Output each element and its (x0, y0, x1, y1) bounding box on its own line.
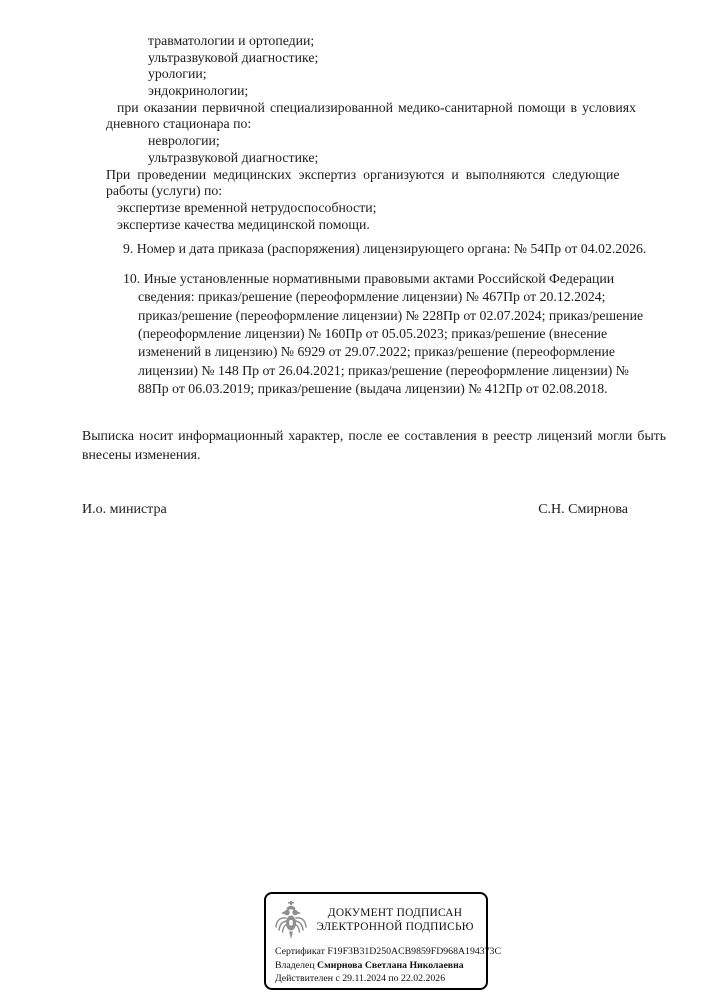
document-line: 88Пр от 06.03.2019; приказ/решение (выдача лицензии) № 412Пр от 02.08.2018. (138, 381, 608, 397)
signatory-position: И.о. министра (82, 502, 167, 517)
document-line: эндокринологии; (148, 83, 249, 99)
owner-label: Владелец (275, 959, 315, 971)
certificate-value: F19F3B31D250ACB9859FD968A194373C (327, 946, 501, 957)
stamp-header (275, 901, 476, 941)
stamp-validity-row: Действителен с 29.11.2024 по 22.02.2026 (275, 973, 446, 985)
document-line: (переоформление лицензии) № 160Пр от 05.05.2023; приказ/решение (внесение (138, 326, 608, 342)
document-line: травматологии и ортопедии; (148, 33, 315, 48)
document-line: изменений в лицензию) № 6929 от 29.07.2022; приказ/решение (переоформление (138, 344, 615, 360)
document-line: приказ/решение (переоформление лицензии) № 228Пр от 02.07.2024; приказ/решение (138, 307, 644, 323)
informational-note (82, 426, 667, 464)
digital-signature-stamp (264, 892, 501, 990)
double-headed-eagle-icon (275, 901, 307, 941)
signature-row (82, 500, 628, 519)
signatory-name: С.Н. Смирнова (538, 502, 628, 517)
document-line: 10. Иные установленные нормативными правовыми актами Российской Федерации (123, 271, 615, 286)
document-line: При проведении медицинских экспертиз организуются и выполняются следующие (106, 166, 620, 182)
certificate-label: Сертификат (275, 946, 325, 957)
document-line: ультразвуковой диагностике; (148, 149, 319, 165)
document-line: внесены изменения. (82, 447, 201, 462)
stamp-details (275, 946, 501, 985)
licensed-activities-block (82, 33, 636, 233)
document-line: урологии; (148, 66, 207, 82)
document-line: сведения: приказ/решение (переоформление лицензии) № 467Пр от 20.12.2024; (138, 289, 606, 305)
stamp-title (314, 907, 476, 934)
document-line: неврологии; (148, 133, 220, 149)
document-line: при оказании первичной специализированной медико-санитарной помощи в условиях (117, 99, 636, 115)
document-line: 9. Номер и дата приказа (распоряжения) лицензирующего органа: № 54Пр от 04.02.2026. (123, 241, 647, 256)
stamp-title-line2: ЭЛЕКТРОННОЙ ПОДПИСЬЮ (316, 921, 474, 933)
document-line: дневного стационара по: (106, 116, 252, 132)
document-line: Выписка носит информационный характер, после ее составления в реестр лицензий могли быть (82, 428, 667, 443)
stamp-owner-row (275, 960, 476, 971)
stamp-certificate-row (275, 946, 501, 957)
document-line: экспертизе временной нетрудоспособности; (117, 199, 377, 215)
document-line: экспертизе качества медицинской помощи. (117, 216, 370, 232)
document-line: лицензии) № 148 Пр от 26.04.2021; приказ/решение (переоформление лицензии) № (138, 362, 629, 378)
document-line: работы (услуги) по: (106, 183, 223, 199)
other-legal-acts-item (82, 270, 644, 398)
order-number-item (82, 240, 647, 257)
stamp-title-line1: ДОКУМЕНТ ПОДПИСАН (327, 907, 463, 920)
document-line: ультразвуковой диагностике; (148, 49, 319, 65)
owner-value: Смирнова Светлана Николаевна (317, 959, 464, 971)
